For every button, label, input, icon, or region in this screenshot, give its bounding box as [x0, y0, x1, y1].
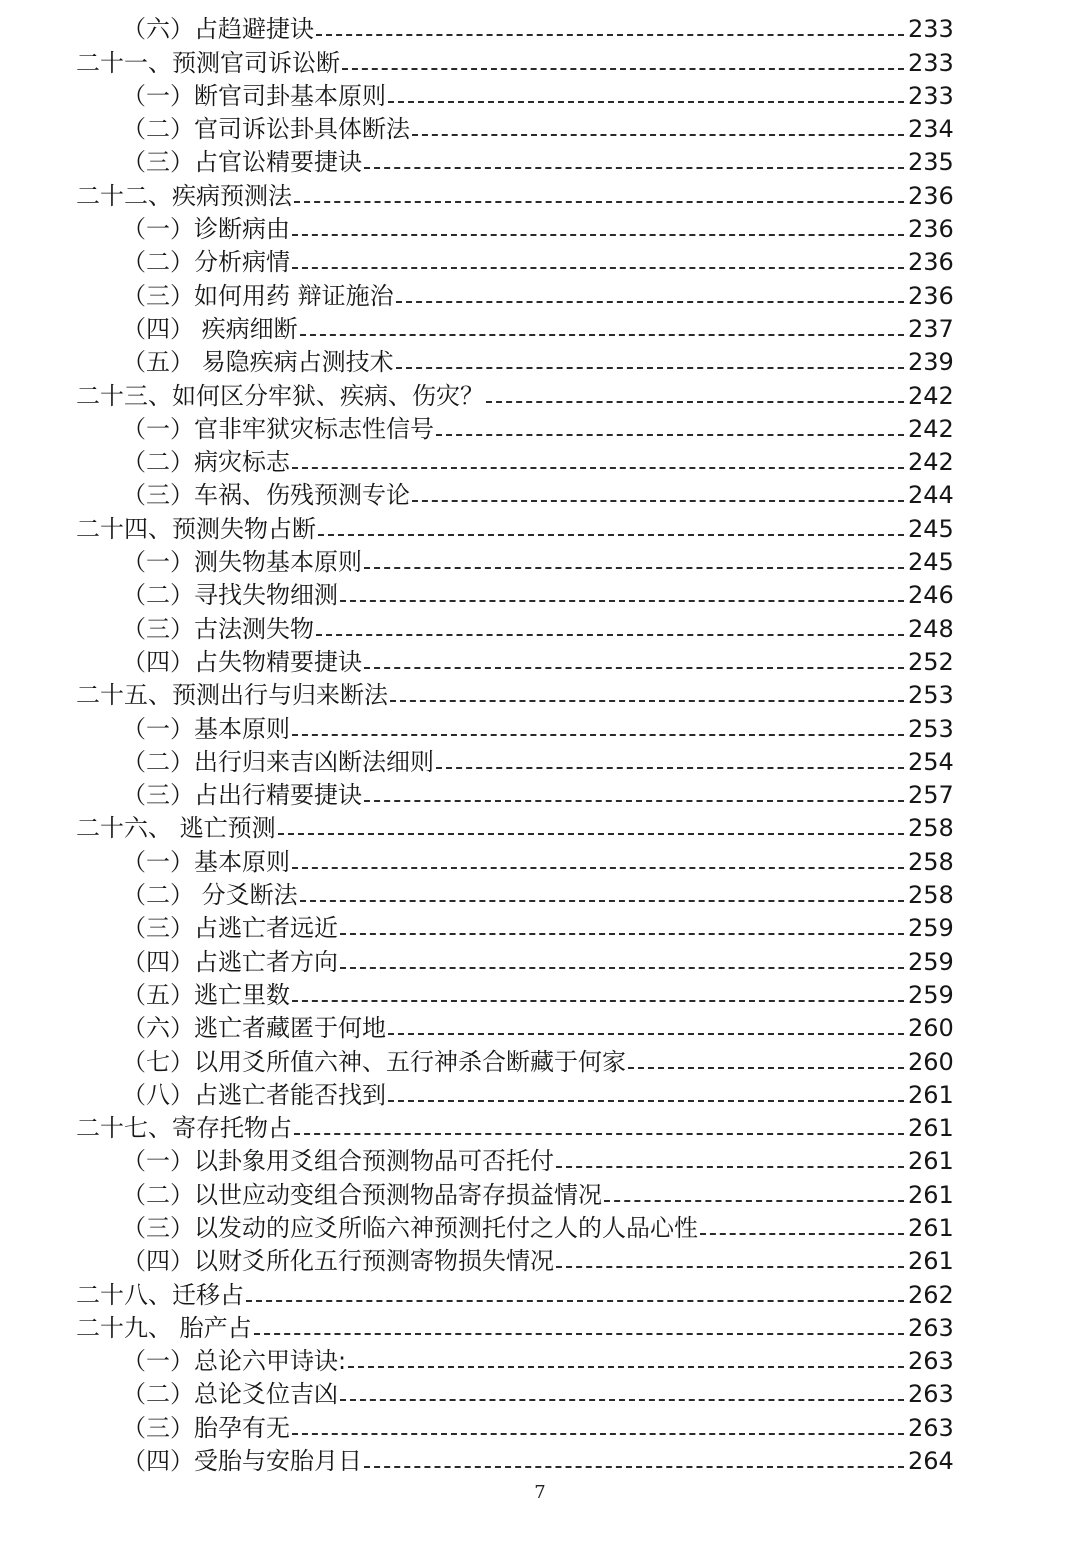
- toc-section-entry: [0, 211, 1080, 244]
- toc-section-entry: [0, 1443, 1080, 1476]
- toc-leader-line: [292, 867, 904, 869]
- toc-section-entry: [0, 1409, 1080, 1442]
- toc-leader-line: [556, 1266, 904, 1268]
- toc-entry-label: （三）占官讼精要捷诀: [122, 148, 362, 177]
- toc-entry-label: 二十七、寄存托物占: [76, 1114, 292, 1143]
- toc-entry-label: （二）寻找失物细测: [122, 581, 338, 610]
- toc-entry-label: （一）断官司卦基本原则: [122, 81, 386, 110]
- toc-leader-line: [340, 600, 904, 602]
- toc-entry-label: （一）测失物基本原则: [122, 548, 362, 577]
- toc-entry-label: 二十二、疾病预测法: [76, 181, 292, 210]
- toc-page-number: 259: [908, 947, 954, 976]
- toc-page-number: 262: [908, 1280, 954, 1309]
- toc-page-number: 248: [908, 614, 954, 643]
- toc-leader-line: [390, 700, 904, 702]
- toc-page-number: 237: [908, 314, 954, 343]
- toc-entry-label: （六）逃亡者藏匿于何地: [122, 1014, 386, 1043]
- toc-page-number: 245: [908, 548, 954, 577]
- toc-chapter-entry: [0, 44, 1080, 77]
- toc-entry-label: （五）逃亡里数: [122, 980, 290, 1009]
- toc-leader-line: [316, 634, 904, 636]
- toc-entry-label: （四）受胎与安胎月日: [122, 1447, 362, 1476]
- toc-leader-line: [388, 101, 904, 103]
- toc-entry-label: （三）胎孕有无: [122, 1413, 290, 1442]
- toc-entry-label: （一）官非牢狱灾标志性信号: [122, 414, 434, 443]
- toc-page-number: 245: [908, 514, 954, 543]
- toc-leader-line: [300, 334, 904, 336]
- toc-page-number: 253: [908, 714, 954, 743]
- toc-leader-line: [294, 1133, 904, 1135]
- toc-leader-line: [388, 1033, 904, 1035]
- toc-entry-label: （五） 易隐疾病占测技术: [122, 348, 394, 377]
- toc-leader-line: [318, 534, 904, 536]
- toc-chapter-entry: [0, 177, 1080, 210]
- toc-page-number: 263: [908, 1413, 954, 1442]
- toc-section-entry: [0, 1210, 1080, 1243]
- toc-page-number: 254: [908, 747, 954, 776]
- toc-leader-line: [604, 1200, 904, 1202]
- toc-page-number: 260: [908, 1014, 954, 1043]
- toc-page-number: 258: [908, 881, 954, 910]
- toc-page-number: 261: [908, 1147, 954, 1176]
- toc-leader-line: [292, 1000, 904, 1002]
- toc-page-number: 263: [908, 1347, 954, 1376]
- toc-page-number: 261: [908, 1213, 954, 1242]
- toc-page-number: 242: [908, 381, 954, 410]
- toc-entry-label: （三）古法测失物: [122, 614, 314, 643]
- toc-entry-label: （二）官司诉讼卦具体断法: [122, 115, 410, 144]
- toc-page-number: 252: [908, 647, 954, 676]
- toc-page-number: 236: [908, 281, 954, 310]
- toc-entry-label: （二）以世应动变组合预测物品寄存损益情况: [122, 1180, 602, 1209]
- toc-section-entry: [0, 1043, 1080, 1076]
- toc-leader-line: [412, 500, 904, 502]
- toc-entry-label: （三）占逃亡者远近: [122, 914, 338, 943]
- toc-leader-line: [412, 134, 904, 136]
- toc-page-number: 258: [908, 814, 954, 843]
- toc-leader-line: [364, 1466, 904, 1468]
- toc-page-number: 242: [908, 414, 954, 443]
- page-number-footer: 7: [534, 1482, 546, 1503]
- toc-chapter-entry: [0, 810, 1080, 843]
- toc-page-number: 236: [908, 248, 954, 277]
- toc-leader-line: [340, 1399, 904, 1401]
- toc-page-number: 233: [908, 48, 954, 77]
- toc-section-entry: [0, 1343, 1080, 1376]
- toc-page-number: 259: [908, 914, 954, 943]
- toc-entry-label: 二十八、迁移占: [76, 1280, 244, 1309]
- toc-section-entry: [0, 244, 1080, 277]
- toc-entry-label: （三）以发动的应爻所临六神预测托付之人的人品心性: [122, 1213, 698, 1242]
- toc-section-entry: [0, 477, 1080, 510]
- toc-leader-line: [292, 734, 904, 736]
- toc-page-number: 253: [908, 681, 954, 710]
- toc-section-entry: [0, 311, 1080, 344]
- toc-entry-label: 二十五、预测出行与归来断法: [76, 681, 388, 710]
- toc-entry-label: 二十六、 逃亡预测: [76, 814, 276, 843]
- table-of-contents: [0, 11, 1080, 1476]
- toc-leader-line: [294, 201, 904, 203]
- toc-entry-label: （四）以财爻所化五行预测寄物损失情况: [122, 1247, 554, 1276]
- toc-chapter-entry: [0, 510, 1080, 543]
- toc-entry-label: （三）占出行精要捷诀: [122, 781, 362, 810]
- toc-entry-label: 二十一、预测官司诉讼断: [76, 48, 340, 77]
- toc-page-number: 233: [908, 15, 954, 44]
- toc-entry-label: （二）出行归来吉凶断法细则: [122, 747, 434, 776]
- toc-chapter-entry: [0, 1276, 1080, 1309]
- toc-page-number: 236: [908, 181, 954, 210]
- toc-page-number: 261: [908, 1180, 954, 1209]
- toc-page-number: 246: [908, 581, 954, 610]
- toc-section-entry: [0, 1176, 1080, 1209]
- toc-section-entry: [0, 710, 1080, 743]
- toc-entry-label: （三）如何用药 辩证施治: [122, 281, 394, 310]
- toc-page-number: 259: [908, 980, 954, 1009]
- toc-leader-line: [348, 1366, 904, 1368]
- toc-entry-label: （四）占逃亡者方向: [122, 947, 338, 976]
- toc-entry-label: （四）占失物精要捷诀: [122, 647, 362, 676]
- toc-section-entry: [0, 1077, 1080, 1110]
- toc-section-entry: [0, 910, 1080, 943]
- toc-section-entry: [0, 1243, 1080, 1276]
- toc-leader-line: [396, 367, 904, 369]
- toc-page-number: 242: [908, 448, 954, 477]
- toc-entry-label: （一）基本原则: [122, 847, 290, 876]
- toc-entry-label: （三）车祸、伤残预测专论: [122, 481, 410, 510]
- toc-section-entry: [0, 610, 1080, 643]
- toc-leader-line: [340, 967, 904, 969]
- toc-chapter-entry: [0, 1110, 1080, 1143]
- toc-leader-line: [254, 1333, 904, 1335]
- toc-leader-line: [292, 467, 904, 469]
- toc-section-entry: [0, 11, 1080, 44]
- toc-page-number: 260: [908, 1047, 954, 1076]
- toc-leader-line: [388, 1100, 904, 1102]
- toc-leader-line: [342, 68, 904, 70]
- toc-section-entry: [0, 144, 1080, 177]
- toc-leader-line: [246, 1300, 904, 1302]
- toc-chapter-entry: [0, 1310, 1080, 1343]
- toc-leader-line: [364, 167, 904, 169]
- toc-entry-label: （二）总论爻位吉凶: [122, 1380, 338, 1409]
- toc-leader-line: [316, 34, 904, 36]
- toc-leader-line: [396, 301, 904, 303]
- toc-section-entry: [0, 344, 1080, 377]
- toc-section-entry: [0, 277, 1080, 310]
- toc-leader-line: [628, 1067, 904, 1069]
- toc-page-number: 239: [908, 348, 954, 377]
- toc-entry-label: （二）病灾标志: [122, 448, 290, 477]
- toc-entry-label: （一）诊断病由: [122, 215, 290, 244]
- toc-section-entry: [0, 577, 1080, 610]
- toc-section-entry: [0, 777, 1080, 810]
- toc-page-number: 263: [908, 1380, 954, 1409]
- toc-page-number: 234: [908, 115, 954, 144]
- toc-entry-label: （二）分析病情: [122, 248, 290, 277]
- toc-section-entry: [0, 411, 1080, 444]
- toc-page-number: 233: [908, 81, 954, 110]
- toc-section-entry: [0, 877, 1080, 910]
- toc-section-entry: [0, 943, 1080, 976]
- toc-section-entry: [0, 444, 1080, 477]
- toc-entry-label: （七）以用爻所值六神、五行神杀合断藏于何家: [122, 1047, 626, 1076]
- toc-page-number: 261: [908, 1247, 954, 1276]
- toc-entry-label: （一）总论六甲诗诀:: [122, 1347, 347, 1376]
- toc-section-entry: [0, 977, 1080, 1010]
- toc-entry-label: （一）基本原则: [122, 714, 290, 743]
- toc-leader-line: [292, 234, 904, 236]
- toc-entry-label: （四） 疾病细断: [122, 314, 298, 343]
- toc-leader-line: [486, 401, 904, 403]
- toc-entry-label: （八）占逃亡者能否找到: [122, 1080, 386, 1109]
- toc-leader-line: [700, 1233, 904, 1235]
- toc-section-entry: [0, 78, 1080, 111]
- toc-leader-line: [556, 1166, 904, 1168]
- toc-page-number: 264: [908, 1447, 954, 1476]
- toc-entry-label: 二十三、如何区分牢狱、疾病、伤灾？: [76, 381, 484, 410]
- toc-leader-line: [436, 434, 904, 436]
- toc-section-entry: [0, 744, 1080, 777]
- toc-section-entry: [0, 544, 1080, 577]
- toc-page-number: 236: [908, 215, 954, 244]
- toc-section-entry: [0, 843, 1080, 876]
- toc-section-entry: [0, 111, 1080, 144]
- toc-leader-line: [364, 667, 904, 669]
- toc-page-number: 261: [908, 1080, 954, 1109]
- toc-leader-line: [292, 1433, 904, 1435]
- toc-chapter-entry: [0, 377, 1080, 410]
- toc-section-entry: [0, 644, 1080, 677]
- toc-page-number: 258: [908, 847, 954, 876]
- toc-page-number: 257: [908, 781, 954, 810]
- toc-leader-line: [278, 833, 904, 835]
- toc-leader-line: [436, 767, 904, 769]
- toc-page-number: 235: [908, 148, 954, 177]
- toc-entry-label: （二） 分爻断法: [122, 881, 298, 910]
- toc-entry-label: （六）占趋避捷诀: [122, 15, 314, 44]
- toc-entry-label: （一）以卦象用爻组合预测物品可否托付: [122, 1147, 554, 1176]
- toc-page-number: 263: [908, 1313, 954, 1342]
- toc-page-number: 261: [908, 1114, 954, 1143]
- toc-entry-label: 二十四、预测失物占断: [76, 514, 316, 543]
- toc-section-entry: [0, 1010, 1080, 1043]
- toc-page-number: 244: [908, 481, 954, 510]
- toc-leader-line: [300, 900, 904, 902]
- toc-entry-label: 二十九、 胎产占: [76, 1313, 252, 1342]
- toc-leader-line: [364, 800, 904, 802]
- toc-leader-line: [364, 567, 904, 569]
- toc-section-entry: [0, 1143, 1080, 1176]
- toc-chapter-entry: [0, 677, 1080, 710]
- toc-section-entry: [0, 1376, 1080, 1409]
- toc-leader-line: [340, 933, 904, 935]
- toc-leader-line: [292, 267, 904, 269]
